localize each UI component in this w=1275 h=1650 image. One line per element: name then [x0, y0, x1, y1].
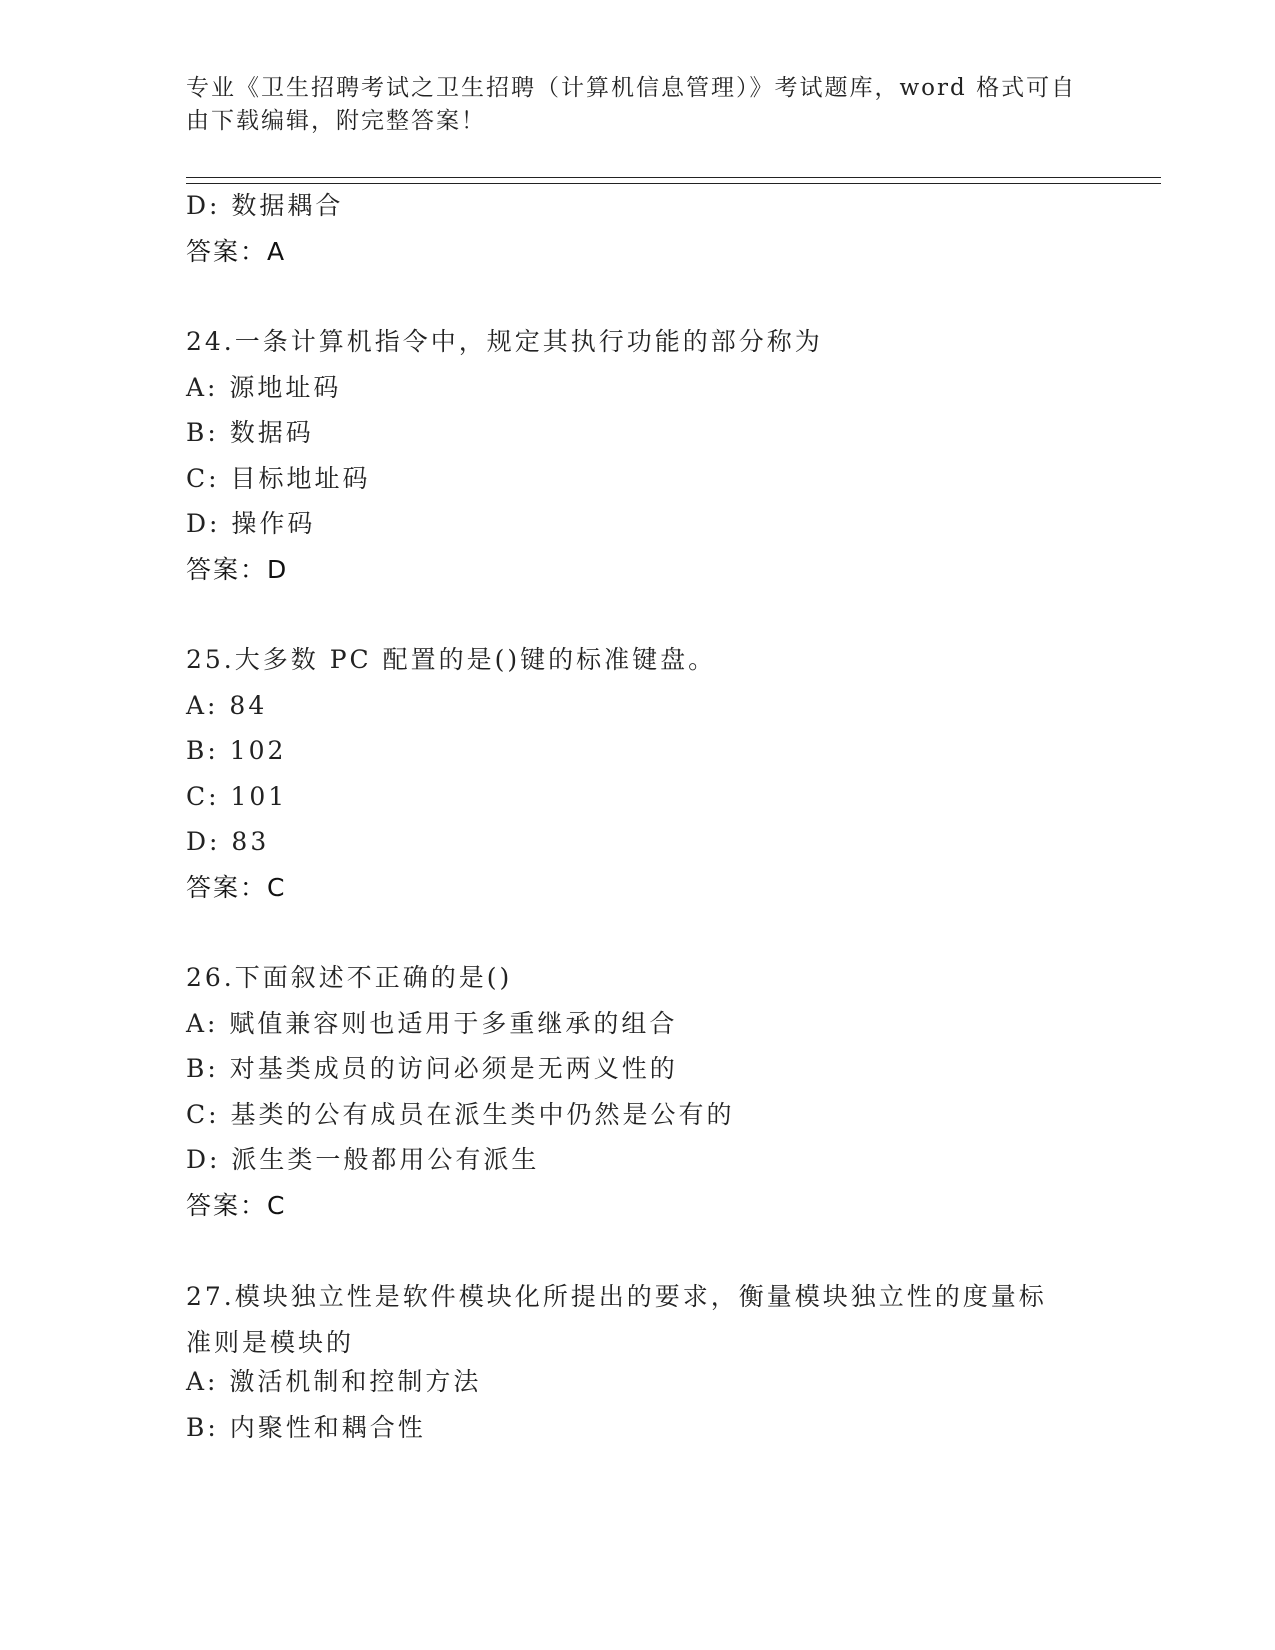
option-d: D: 数据耦合	[186, 191, 344, 220]
option-c: C: 目标地址码	[186, 463, 371, 493]
document-header: 专业《卫生招聘考试之卫生招聘（计算机信息管理）》考试题库，word 格式可自由下载编辑，附完整答案！	[186, 75, 1077, 134]
question-stem: 26.下面叙述不正确的是()	[186, 963, 513, 992]
option-c: C: 101	[186, 781, 288, 811]
spacer	[186, 281, 1086, 326]
option-a: A: 赋值兼容则也适用于多重继承的组合	[186, 1008, 678, 1038]
option-a: A: 激活机制和控制方法	[186, 1367, 482, 1396]
answer-label: 答案：D	[186, 554, 289, 584]
question-stem: 24.一条计算机指令中，规定其执行功能的部分称为	[186, 327, 823, 356]
header-divider-top	[186, 177, 1161, 178]
question-stem: 27.模块独立性是软件模块化所提出的要求，衡量模块独立性的度量标准则是模块的	[186, 1282, 1047, 1357]
option-d: D: 操作码	[186, 509, 316, 538]
option-d: D: 83	[186, 827, 270, 856]
option-b: B: 对基类成员的访问必须是无两义性的	[186, 1054, 678, 1083]
option-b: B: 102	[186, 736, 287, 765]
header-divider-bottom	[186, 183, 1161, 184]
answer-label: 答案：A	[186, 236, 287, 266]
spacer	[186, 599, 1086, 644]
option-b: B: 内聚性和耦合性	[186, 1412, 426, 1442]
option-a: A: 84	[186, 690, 268, 720]
answer-label: 答案：C	[186, 872, 287, 902]
question-list	[186, 190, 1086, 1457]
option-d: D: 派生类一般都用公有派生	[186, 1145, 540, 1174]
option-a: A: 源地址码	[186, 372, 342, 402]
option-c: C: 基类的公有成员在派生类中仍然是公有的	[186, 1099, 735, 1129]
question-stem: 25.大多数 PC 配置的是()键的标准键盘。	[186, 645, 717, 674]
answer-label: 答案：C	[186, 1190, 287, 1220]
spacer	[186, 917, 1086, 962]
option-b: B: 数据码	[186, 418, 314, 447]
